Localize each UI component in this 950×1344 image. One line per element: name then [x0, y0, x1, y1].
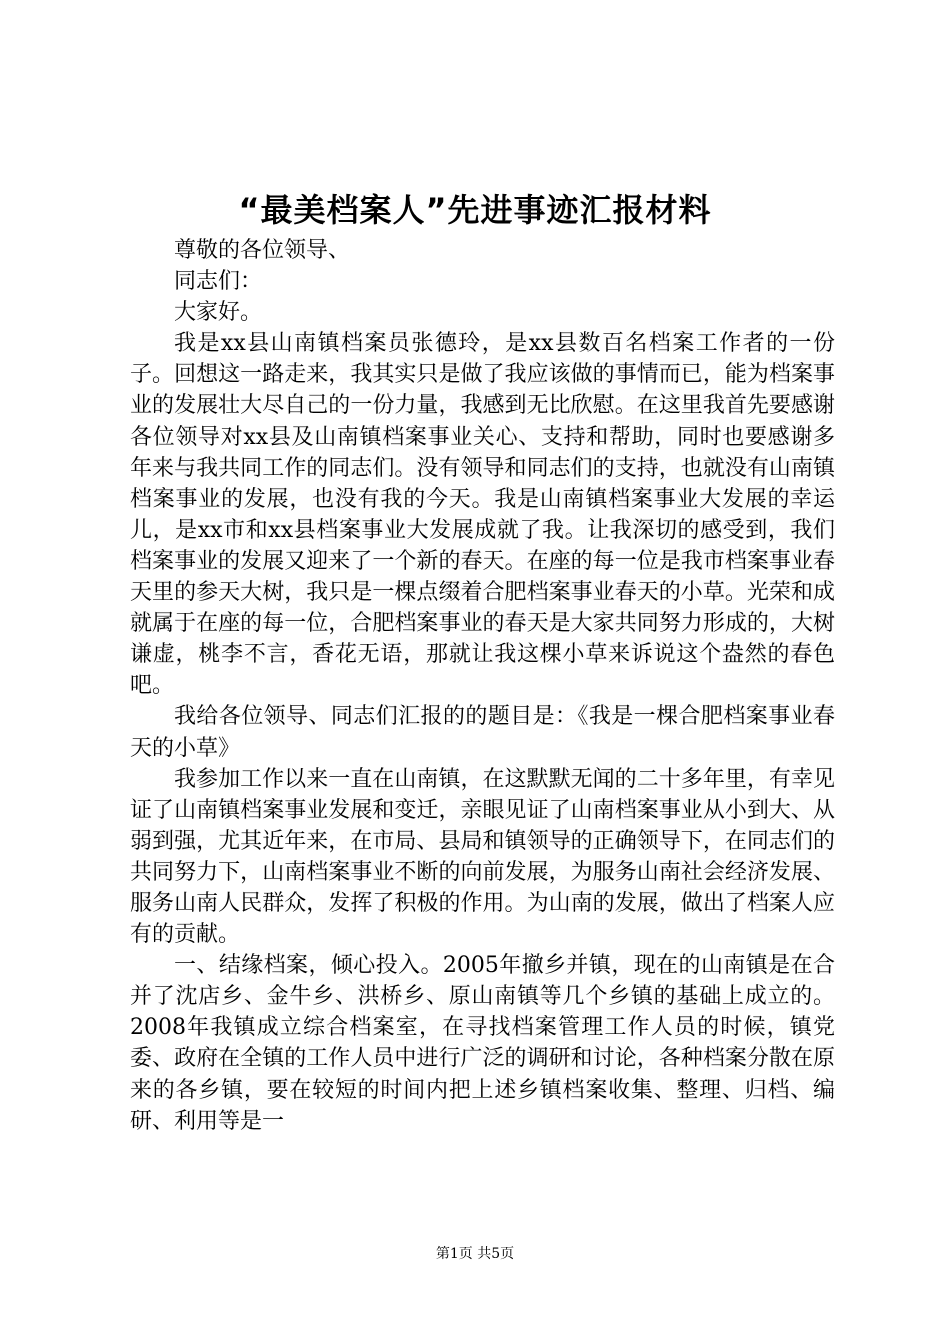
body-paragraph: 我参加工作以来一直在山南镇，在这默默无闻的二十多年里，有幸见证了山南镇档案事业发展和变迁，亲眼见证了山南档案事业从小到大、从弱到强，尤其近年来，在市局、县局和镇领导的正确领导下，在同志们的共同努力下，山南档案事业不断的向前发展，为服务山南社会经济发展、服务山南人民群众，发挥了积极的作用。为山南的发展，做出了档案人应有的贡献。 — [130, 766, 835, 948]
document-body — [130, 235, 835, 1137]
document-title: “最美档案人”先进事迹汇报材料 — [238, 191, 712, 229]
page-number-footer: 第1页 共5页 — [435, 1246, 515, 1262]
greeting-line: 大家好。 — [174, 300, 263, 326]
body-paragraph: 我是xx县山南镇档案员张德玲，是xx县数百名档案工作者的一份子。回想这一路走来，我其实只是做了我应该做的事情而已，能为档案事业的发展壮大尽自己的一份力量，我感到无比欣慰。在这里我首先要感谢各位领导对xx县及山南镇档案事业关心、支持和帮助，同时也要感谢多年来与我共同工作的同志们。没有领导和同志们的支持，也就没有山南镇档案事业的发展，也没有我的今天。我是山南镇档案事业大发展的幸运儿，是xx市和xx县档案事业大发展成就了我。让我深切的感受到，我们档案事业的发展又迎来了一个新的春天。在座的每一位是我市档案事业春天里的参天大树，我只是一棵点缀着合肥档案事业春天的小草。光荣和成就属于在座的每一位，合肥档案事业的春天是大家共同努力形成的，大树谦虚，桃李不言，香花无语，那就让我这棵小草来诉说这个盎然的春色吧。 — [130, 331, 835, 699]
body-paragraph: 一、结缘档案，倾心投入。2005年撤乡并镇，现在的山南镇是在合并了沈店乡、金牛乡、洪桥乡、原山南镇等几个乡镇的基础上成立的。2008年我镇成立综合档案室，在寻找档案管理工作人员的时候，镇党委、政府在全镇的工作人员中进行广泛的调研和讨论，各种档案分散在原来的各乡镇，要在较短的时间内把上述乡镇档案收集、整理、归档、编研、利用等是一 — [130, 953, 835, 1134]
body-paragraph: 我给各位领导、同志们汇报的的题目是：《我是一棵合肥档案事业春天的小草》 — [130, 704, 835, 761]
salutation-line: 同志们： — [174, 269, 263, 295]
salutation-line: 尊敬的各位领导、 — [174, 238, 351, 263]
